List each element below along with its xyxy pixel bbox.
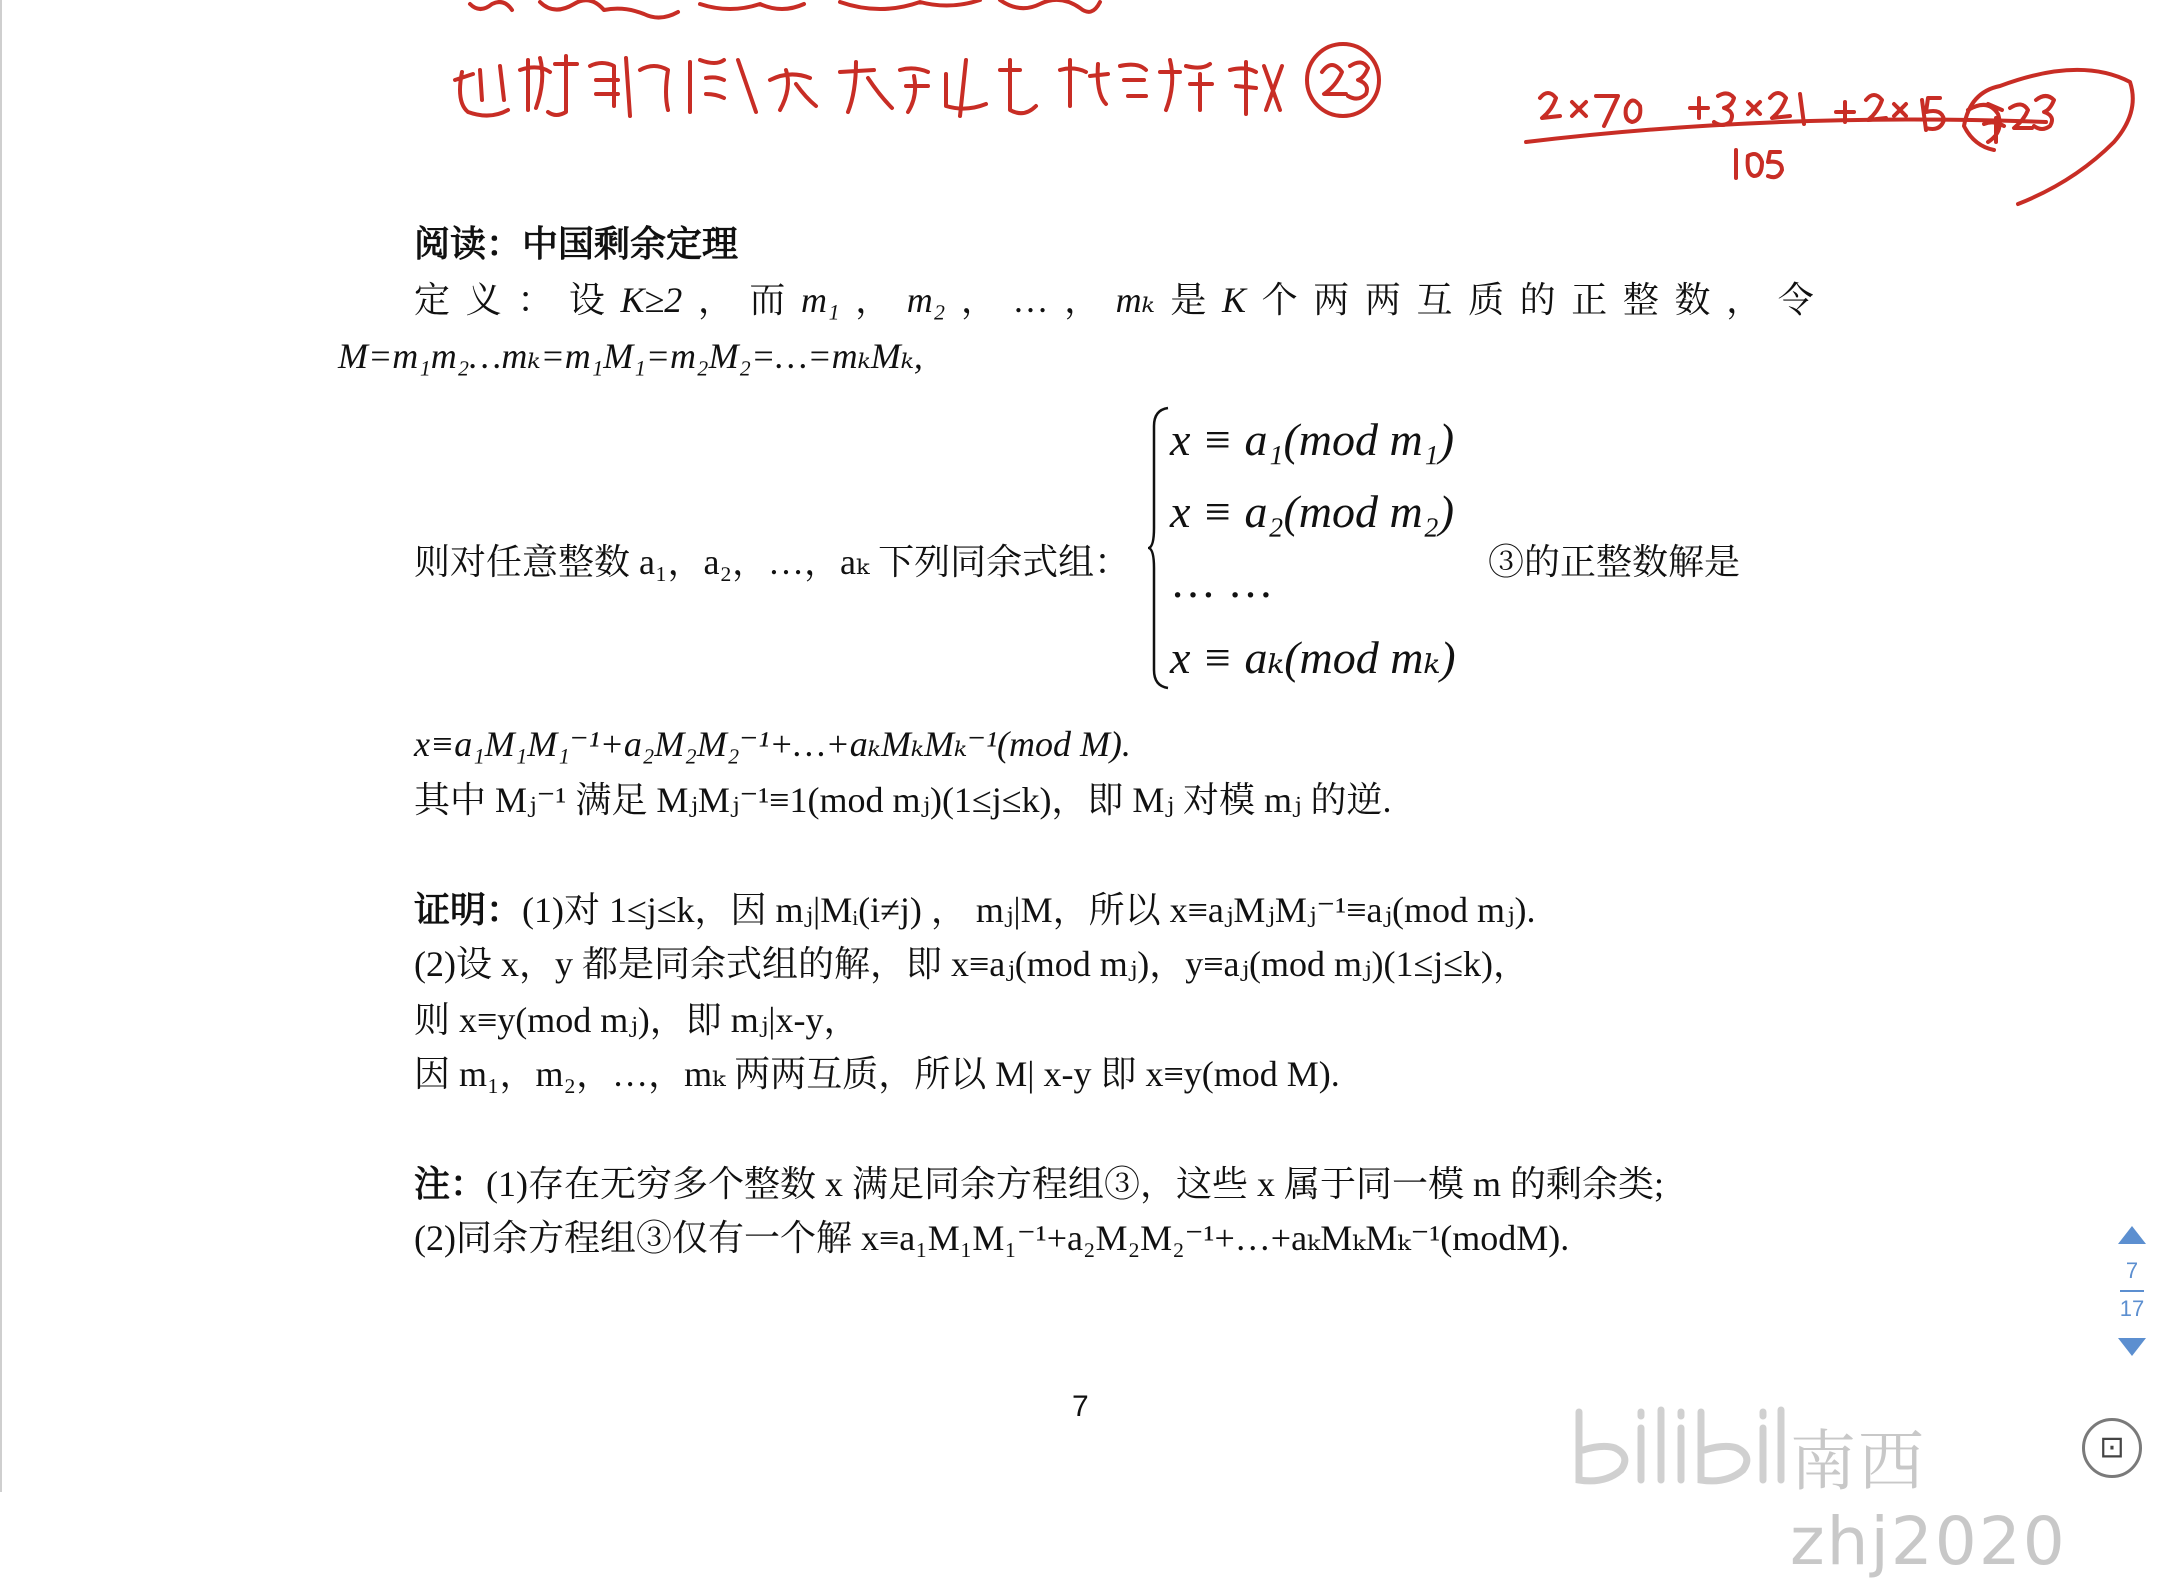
page-edge (0, 0, 2, 1492)
definition-word: 整 (1622, 280, 1659, 320)
note-line-2: (2)同余方程组③仅有一个解 x≡a₁M₁M₁⁻¹+a₂M₂M₂⁻¹+…+aₖMₖMₖ⁻¹(modM). (414, 1218, 1570, 1258)
definition-word: ， (1064, 280, 1101, 320)
definition-word: 是 (1170, 280, 1207, 320)
definition-word: mₖ (1115, 280, 1155, 320)
page-number: 7 (1072, 1390, 1089, 1423)
definition-word: 令 (1777, 280, 1814, 320)
page-up-icon[interactable] (2112, 1220, 2152, 1250)
congruence-equation-k: x ≡ aₖ(mod mₖ) (1170, 632, 1456, 683)
definition-line-2: M=m₁m₂…mₖ=m₁M₁=m₂M₂=…=mₖMₖ, (338, 336, 923, 376)
definition-word: ， (1726, 280, 1763, 320)
definition-word: 正 (1571, 280, 1608, 320)
proof-line-3: 则 x≡y(mod mⱼ)，即 mⱼ|x-y， (414, 1000, 860, 1040)
definition-word: … (1012, 280, 1049, 320)
definition-word: 互 (1416, 280, 1453, 320)
note-label: 注： (414, 1164, 487, 1204)
proof-line-4: 因 m₁，m₂，…，mₖ 两两互质，所以 M| x-y 即 x≡y(mod M). (414, 1054, 1340, 1094)
definition-word: ， (697, 280, 734, 320)
definition-word: 数 (1674, 280, 1711, 320)
heading-label: 阅读： (414, 224, 523, 264)
definition-word: ， (855, 280, 892, 320)
page-fraction-rule (2120, 1290, 2144, 1292)
definition-word: ： (517, 280, 554, 320)
definition-word: 两 (1364, 280, 1401, 320)
proof-line-2: (2)设 x，y 都是同余式组的解，即 x≡aⱼ(mod mⱼ)，y≡aⱼ(mod mⱼ)(1≤j≤k)， (414, 944, 1530, 984)
proof-text-1: (1)对 1≤j≤k，因 mⱼ|Mᵢ(i≠j) ， mⱼ|M，所以 x≡aⱼMⱼMⱼ⁻¹≡aⱼ(mod mⱼ). (522, 890, 1536, 930)
fit-page-button[interactable]: ⊡ (2082, 1418, 2142, 1478)
left-brace (1148, 406, 1170, 690)
proof-label: 证明： (414, 890, 523, 930)
handwritten-annotations (0, 0, 2160, 220)
total-pages-indicator: 17 (2119, 1296, 2145, 1321)
congruence-equation-1: x ≡ a₁(mod m₁) (1170, 414, 1455, 465)
inverse-condition: 其中 Mⱼ⁻¹ 满足 MⱼMⱼ⁻¹≡1(mod mⱼ)(1≤j≤k)，即 Mⱼ 对模 mⱼ 的逆. (414, 780, 1392, 820)
system-after-text: ③的正整数解是 (1488, 542, 1741, 582)
definition-word: 设 (568, 280, 605, 320)
definition-word: m₁ (801, 280, 840, 320)
definition-word: 个 (1261, 280, 1298, 320)
solution-formula: x≡a₁M₁M₁⁻¹+a₂M₂M₂⁻¹+…+aₖMₖMₖ⁻¹(mod M). (414, 724, 1131, 764)
watermark-text: 南西zhj2020 (1790, 1423, 2067, 1580)
note-text-1: (1)存在无穷多个整数 x 满足同余方程组③，这些 x 属于同一模 m 的剩余类; (486, 1164, 1664, 1204)
system-lead-text: 则对任意整数 a₁，a₂，…，aₖ 下列同余式组： (414, 542, 1131, 582)
definition-word: 质 (1468, 280, 1505, 320)
proof-line-1 (414, 888, 1536, 932)
congruence-equation-2: x ≡ a₂(mod m₂) (1170, 486, 1455, 537)
definition-word: 定 (414, 280, 451, 320)
definition-line-1 (414, 278, 1814, 322)
definition-word: 两 (1313, 280, 1350, 320)
definition-word: K (1222, 280, 1247, 320)
section-heading (414, 222, 738, 266)
congruence-ellipsis: … … (1170, 556, 1274, 607)
current-page-indicator: 7 (2125, 1258, 2139, 1283)
definition-word: m₂ (906, 280, 946, 320)
definition-word: ， (960, 280, 997, 320)
note-line-1 (414, 1162, 1664, 1206)
page-down-icon[interactable] (2112, 1332, 2152, 1362)
definition-word: 而 (749, 280, 786, 320)
definition-word: K≥2 (620, 280, 683, 320)
heading-title: 中国剩余定理 (522, 224, 739, 264)
definition-word: 义 (465, 280, 502, 320)
definition-word: 的 (1519, 280, 1556, 320)
